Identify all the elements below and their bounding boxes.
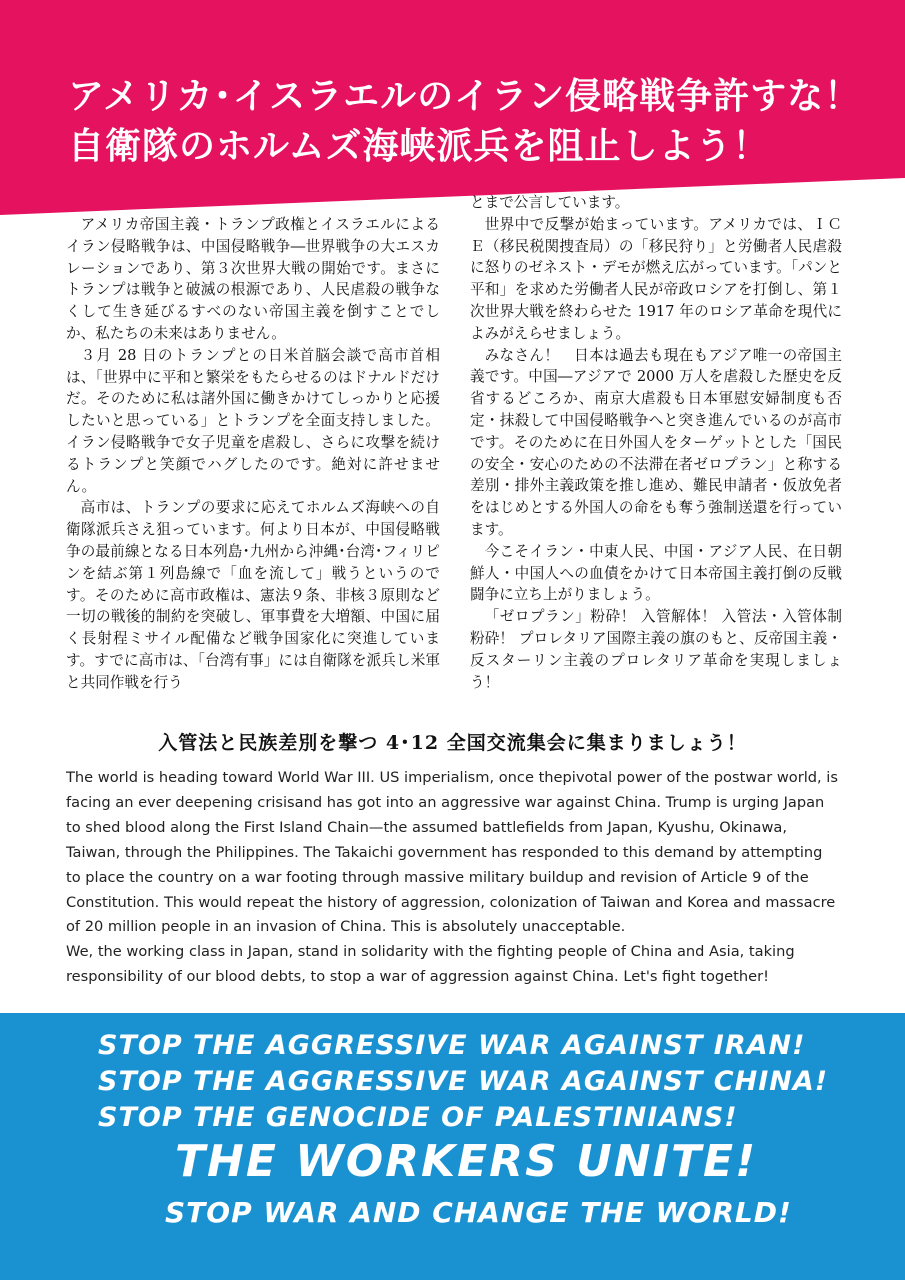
left-column bbox=[66, 214, 440, 694]
right-paragraph: 「ゼロプラン」粉砕！ 入管解体！ 入管法・入管体制粉砕！ プロレタリア国際主義の旗のもと、反帝国主義・反スターリン主義のプロレタリア革命を実現しましょう！ bbox=[470, 608, 842, 691]
right-paragraph: 世界中で反撃が始まっています。アメリカでは、ＩＣＥ（移民税関捜査局）の「移民狩り」と労働者人民虐殺に怒りのゼネスト・デモが燃え広がっています。「パンと平和」を求めた労働者人民が帝政ロシアを打倒し、第１次世界大戦を終わらせた 1917 年のロシア革命を現代によみがえらせましょう。 bbox=[470, 215, 842, 342]
slogan-palestinians: STOP THE GENOCIDE OF PALESTINIANS! bbox=[98, 1102, 738, 1133]
slogan-china: STOP THE AGGRESSIVE WAR AGAINST CHINA! bbox=[98, 1066, 829, 1097]
left-paragraph: 高市は、トランプの要求に応えてホルムズ海峡への自衛隊派兵さえ狙っています。何より日本が、中国侵略戦争の最前線となる日本列島･九州から沖縄･台湾･フィリピンを結ぶ第１列島線で「血を流して」戦うというのです。そのために高市政権は、憲法９条、非核３原則など一切の戦後的制約を突破し、軍事費を大増額、中国に届く長射程ミサイル配備など戦争国家化に突進しています。すでに高市は、「台湾有事」には自衛隊を派兵し米軍と共同作戦を行う bbox=[66, 499, 440, 691]
right-paragraph: 今こそイラン・中東人民、中国・アジア人民、在日朝鮮人・中国人への血債をかけて日本帝国主義打倒の反戦闘争に立ち上がりましょう。 bbox=[470, 542, 842, 604]
right-paragraph: みなさん！ 日本は過去も現在もアジア唯一の帝国主義です。中国―アジアで 2000 万人を虐殺した歴史を反省するどころか、南京大虐殺も日本軍慰安婦制度も否定・抹殺して中国侵略戦争へと突き進んでいるのが高市です。そのために在日外国人をターゲットとした「国民の安全・安心のための不法滞在者ゼロプラン」と称する差別・排外主義政策を推し進め、難民申請者・仮放免者をはじめとする外国人の命をも奪う強制送還を行っています。 bbox=[470, 346, 842, 538]
headline-1: アメリカ･イスラエルのイラン侵略戦争許すな！ bbox=[68, 76, 862, 117]
english-summary bbox=[66, 766, 840, 990]
english-paragraph-2: We, the working class in Japan, stand in solidarity with the fighting people of China and Asia, taking responsibility of our blood debts, to stop a war of aggression against China. Let's fight together! bbox=[66, 943, 795, 986]
left-paragraph: アメリカ帝国主義・トランプ政権とイスラエルによるイラン侵略戦争は、中国侵略戦争―世界戦争の大エスカレーションであり、第３次世界大戦の開始です。まさにトランプは戦争と破滅の根源であり、人民虐殺の戦争なくして生き延びるすべのない帝国主義を倒すことでしか、私たちの未来はありません。 bbox=[66, 216, 440, 342]
slogan-iran: STOP THE AGGRESSIVE WAR AGAINST IRAN! bbox=[98, 1030, 806, 1061]
headline-2: 自衛隊のホルムズ海峡派兵を阻止しよう！ bbox=[68, 126, 770, 167]
english-paragraph-1: The world is heading toward World War III. US imperialism, once thepivotal power of the postwar world, is facing an ever deepening crisisand has got into an aggressive war against China. Trump is urging Japan to shed blood along the First Island Chain—the assumed battlefields from Japan, Kyushu, Okinawa, Taiwan, through the Philippines. The Takaichi government has responded to this demand by attempting to place the country on a war footing through massive military buildup and revision of Article 9 of the Constitution. This would repeat the history of aggression, colonization of Taiwan and Korea and massacre of 20 million people in an invasion of China. This is absolutely unacceptable. bbox=[66, 769, 838, 936]
right-column bbox=[470, 192, 842, 693]
rally-heading: 入管法と民族差別を撃つ 4･12 全国交流集会に集まりましょう！ bbox=[158, 732, 747, 754]
slogan-change-world: STOP WAR AND CHANGE THE WORLD! bbox=[165, 1196, 792, 1229]
slogan-workers-unite: THE WORKERS UNITE! bbox=[175, 1136, 758, 1187]
right-continuation: とまで公言しています。 bbox=[470, 194, 630, 211]
left-paragraph: ３月 28 日のトランプとの日米首脳会談で高市首相は、「世界中に平和と繁栄をもたらせるのはドナルドだけだ。そのために私は諸外国に働きかけてしっかりと応援したいと思っている」とトランプを全面支持しました。イラン侵略戦争で女子児童を虐殺し、さらに攻撃を続けるトランプと笑顔でハグしたのです。絶対に許せません。 bbox=[66, 346, 440, 495]
